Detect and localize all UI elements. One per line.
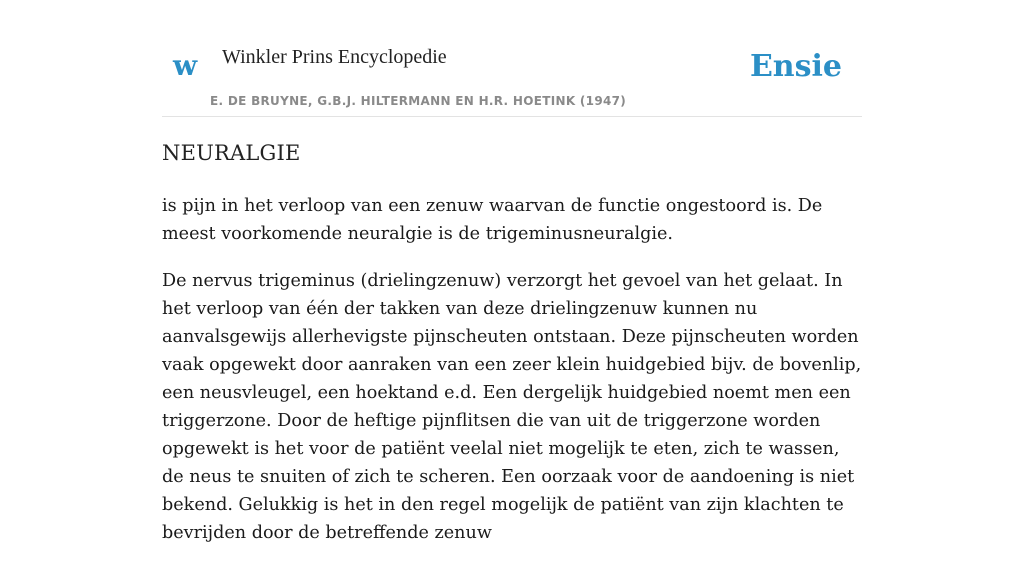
publication-authors: E. DE BRUYNE, G.B.J. HILTERMANN EN H.R. HOETINK (1947) bbox=[210, 94, 627, 108]
entry-paragraph: is pijn in het verloop van een zenuw waarvan de functie ongestoord is. De meest voorkomende neuralgie is de trigeminusneuralgie. bbox=[162, 196, 823, 244]
entry-title: NEURALGIE bbox=[162, 141, 301, 165]
publication-title[interactable]: Winkler Prins Encyclopedie bbox=[222, 46, 447, 68]
publication-logo[interactable]: w bbox=[173, 49, 198, 82]
entry-content bbox=[162, 192, 862, 566]
entry-paragraph: De nervus trigeminus (drielingzenuw) verzorgt het gevoel van het gelaat. In het verloop van één der takken van deze drielingzenuw kunnen nu aanvalsgewijs allerhevigste pijnscheuten ontstaan. Deze pijnscheuten worden vaak opgewekt door aanraken van een zeer klein huidgebied bijv. de bovenlip, een neusvleugel, een hoektand e.d. Een dergelijk huidgebied noemt men een triggerzone. Door de heftige pijnflitsen die van uit de triggerzone worden opgewekt is het voor de patiënt veelal niet mogelijk te eten, zich te wassen, de neus te snuiten of zich te scheren. Een oorzaak voor de aandoening is niet bekend. Gelukkig is het in den regel mogelijk de patiënt van zijn klachten te bevrijden door de betreffende zenuw bbox=[162, 271, 862, 543]
site-header bbox=[162, 0, 862, 117]
brand-logo[interactable]: Ensie bbox=[749, 49, 842, 84]
